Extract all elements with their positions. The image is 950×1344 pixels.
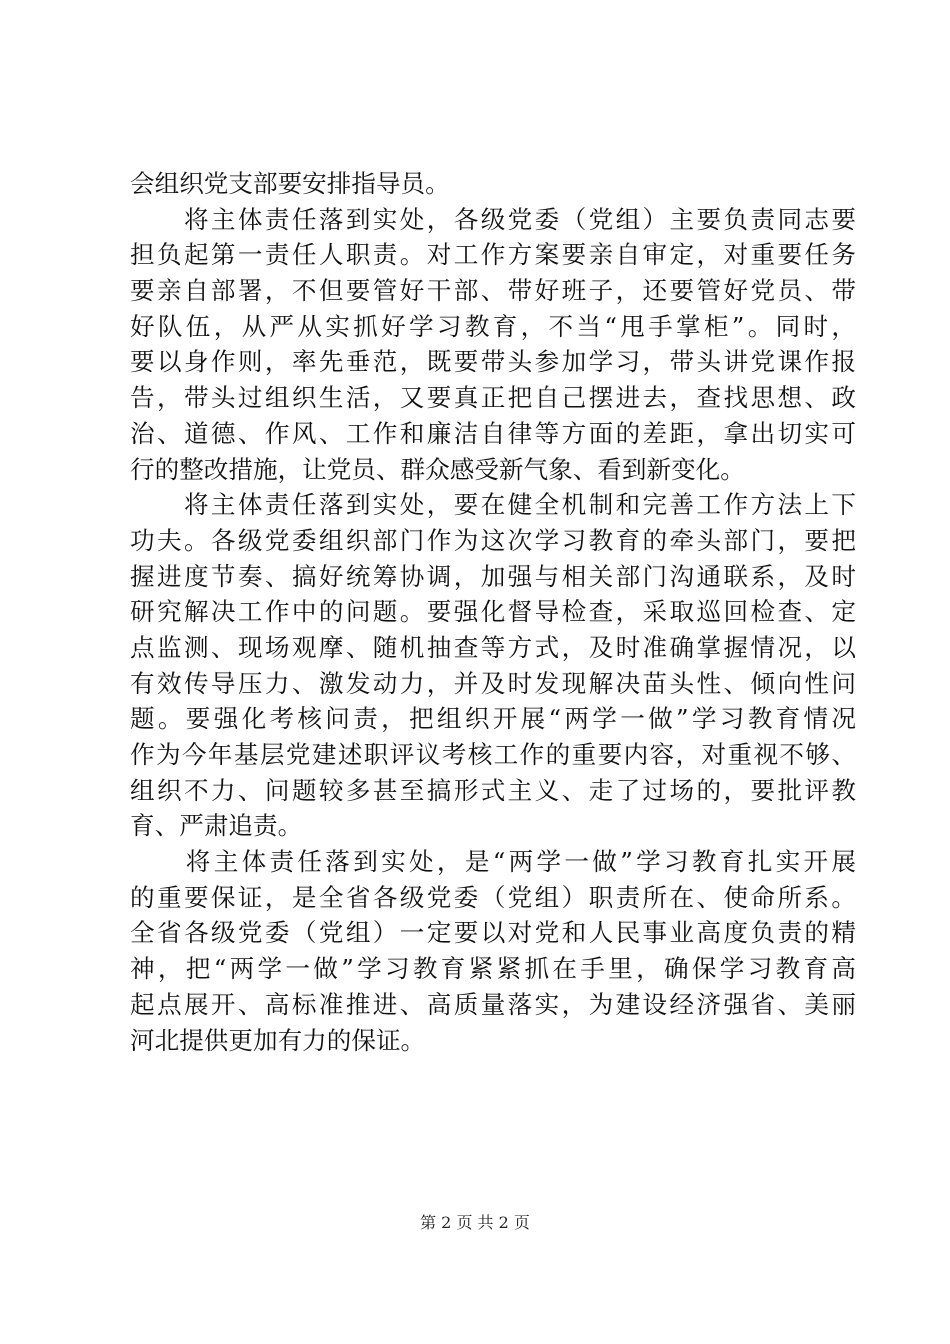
text-line: 起点展开、高标准推进、高质量落实，为建设经济强省、美丽 (130, 989, 856, 1019)
text-line: 的重要保证，是全省各级党委（党组）职责所在、使命所系。 (130, 882, 856, 912)
text-line: 行的整改措施，让党员、群众感受新气象、看到新变化。 (130, 454, 745, 484)
text-line: 告，带头过组织生活，又要真正把自己摆进去，查找思想、政 (130, 383, 856, 413)
text-line: 组织不力、问题较多甚至搞形式主义、走了过场的，要批评教 (130, 775, 856, 805)
text-line: 担负起第一责任人职责。对工作方案要亲自审定，对重要任务 (130, 240, 856, 270)
text-line: 要亲自部署，不但要管好干部、带好班子，还要管好党员、带 (130, 276, 856, 306)
page-footer: 第 2 页 共 2 页 (420, 1213, 530, 1232)
text-line: 将主体责任落到实处，各级党委（党组）主要负责同志要 (130, 204, 856, 234)
text-line: 将主体责任落到实处，要在健全机制和完善工作方法上下 (130, 490, 856, 520)
text-line: 题。要强化考核问责，把组织开展“两学一做”学习教育情况 (130, 704, 856, 734)
text-line: 神，把“两学一做”学习教育紧紧抓在手里，确保学习教育高 (130, 954, 856, 984)
text-line: 研究解决工作中的问题。要强化督导检查，采取巡回检查、定 (130, 597, 856, 627)
text-line: 功夫。各级党委组织部门作为这次学习教育的牵头部门，要把 (130, 525, 856, 555)
document-body (130, 166, 856, 1058)
text-line: 河北提供更加有力的保证。 (130, 1025, 426, 1055)
text-line: 育、严肃追责。 (130, 811, 303, 841)
text-line: 握进度节奏、搞好统筹协调，加强与相关部门沟通联系，及时 (130, 561, 856, 591)
text-line: 作为今年基层党建述职评议考核工作的重要内容，对重视不够、 (130, 740, 856, 769)
text-line: 要以身作则，率先垂范，既要带头参加学习，带头讲党课作报 (130, 347, 856, 377)
text-line: 有效传导压力、激发动力，并及时发现解决苗头性、倾向性问 (130, 668, 856, 698)
text-line: 好队伍，从严从实抓好学习教育，不当“甩手掌柜”。同时， (130, 311, 856, 341)
text-line: 治、道德、作风、工作和廉洁自律等方面的差距，拿出切实可 (130, 418, 856, 448)
text-line: 点监测、现场观摩、随机抽查等方式，及时准确掌握情况，以 (130, 632, 856, 662)
text-line: 将主体责任落到实处，是“两学一做”学习教育扎实开展 (130, 847, 856, 877)
text-line: 会组织党支部要安排指导员。 (130, 169, 450, 198)
text-line: 全省各级党委（党组）一定要以对党和人民事业高度负责的精 (130, 918, 856, 948)
